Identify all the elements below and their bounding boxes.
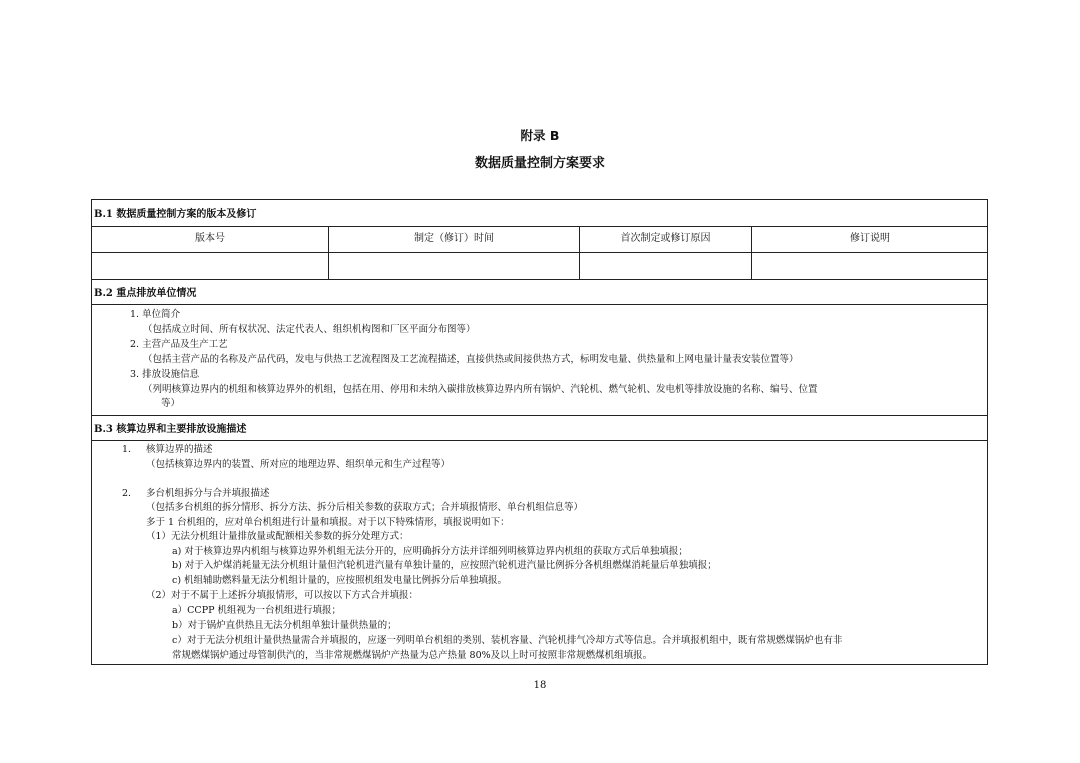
b3-line: a）CCPP 机组视为一台机组进行填报；	[172, 605, 342, 616]
section-b3-heading: B.3 核算边界和主要排放设施描述	[94, 424, 247, 435]
b2-line: （列明核算边界内的机组和核算边界外的机组，包括在用、停用和未纳入碳排放核算边界内所有锅炉、汽轮机、燃气轮机、发电机等排放设施的名称、编号、位置	[143, 384, 818, 395]
divider	[92, 440, 987, 441]
b3-line: a) 对于核算边界内机组与核算边界外机组无法分开的，应明确拆分方法并详细列明核算边界内机组的获取方式后单独填报；	[172, 546, 688, 557]
divider	[92, 252, 987, 253]
divider	[92, 304, 987, 305]
b3-line: c）对于无法分机组计量供热量需合并填报的，应逐一列明单台机组的类别、装机容量、汽轮机排气冷却方式等信息。合并填报机组中，既有常规燃煤锅炉也有非	[172, 635, 843, 646]
requirements-table	[91, 199, 988, 665]
column-header-date: 制定（修订）时间	[414, 233, 494, 244]
b3-line: b）对于锅炉直供热且无法分机组单独计量供热量的；	[172, 620, 397, 631]
b2-line: （包括成立时间、所有权状况、法定代表人、组织机构图和厂区平面分布图等）	[143, 324, 476, 335]
b3-line: 多于 1 台机组的，应对单台机组进行计量和填报。对于以下特殊情形，填报说明如下：	[146, 517, 510, 528]
page-number: 18	[533, 680, 547, 691]
column-header-notes: 修订说明	[850, 233, 890, 244]
b3-line: 2.	[122, 488, 132, 499]
b2-line: 3. 排放设施信息	[130, 369, 200, 380]
b3-line: （包括核算边界内的装置、所对应的地理边界、组织单元和生产过程等）	[146, 459, 451, 470]
column-header-version: 版本号	[195, 233, 225, 244]
column-header-reason: 首次制定或修订原因	[620, 233, 711, 244]
b3-line: 多台机组拆分与合并填报描述	[146, 488, 270, 499]
b2-line: 2. 主营产品及生产工艺	[130, 339, 228, 350]
appendix-title: 数据质量控制方案要求	[474, 156, 605, 171]
section-b2-heading: B.2 重点排放单位情况	[94, 288, 197, 299]
b3-line: 核算边界的描述	[146, 444, 213, 455]
b3-line: b) 对于入炉煤消耗量无法分机组计量但汽轮机进汽量有单独计量的，应按照汽轮机进汽量比例拆分各机组燃煤消耗量后单独填报；	[172, 560, 717, 571]
b3-line: （1）无法分机组计量排放量或配额相关参数的拆分处理方式：	[146, 531, 409, 542]
b3-line: 常规燃煤锅炉通过母管制供汽的，当非常规燃煤锅炉产热量为总产热量 80%及以上时可按照非常规燃煤机组填报。	[172, 650, 653, 661]
b2-line: （包括主营产品的名称及产品代码，发电与供热工艺流程图及工艺流程描述，直接供热或间接供热方式，标明发电量、供热量和上网电量计量表安装位置等）	[143, 354, 799, 365]
b3-line: （包括多台机组的拆分情形、拆分方法、拆分后相关参数的获取方式；合并填报情形、单台机组信息等）	[146, 502, 584, 513]
b3-line: 1.	[122, 444, 132, 455]
b2-line: 等）	[161, 398, 181, 409]
appendix-label: 附录 B	[520, 128, 560, 143]
b3-line: c) 机组辅助燃料量无法分机组计量的，应按照机组发电量比例拆分后单独填报。	[172, 575, 508, 586]
divider	[92, 279, 987, 280]
b2-line: 1. 单位简介	[130, 309, 181, 320]
b3-line: （2）对于不属于上述拆分填报情形，可以按以下方式合并填报：	[146, 590, 419, 601]
section-b1-heading: B.1 数据质量控制方案的版本及修订	[94, 209, 257, 220]
divider	[92, 415, 987, 416]
